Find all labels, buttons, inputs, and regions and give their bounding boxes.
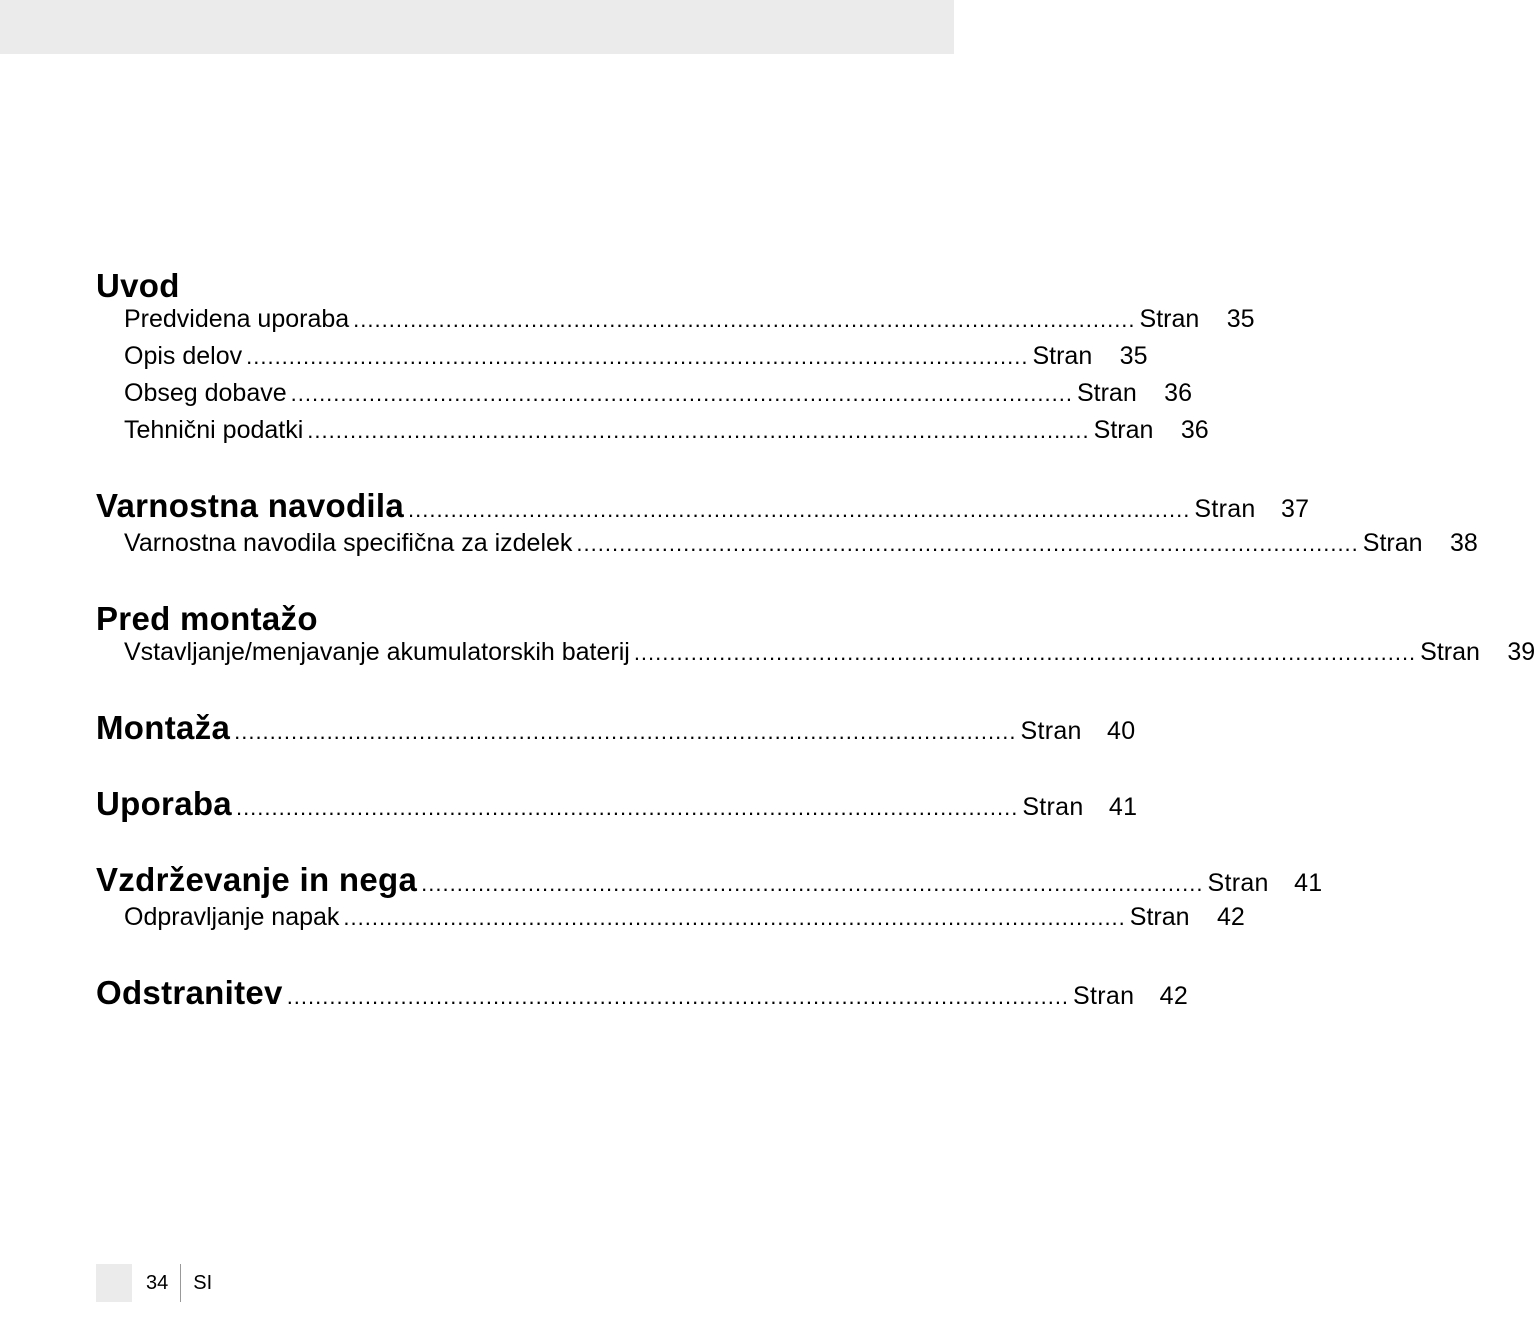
toc-heading: Uvod — [96, 267, 180, 304]
page-number: 40 — [1107, 717, 1136, 745]
toc-section-varnostna-navodila — [96, 487, 1478, 566]
toc-heading: Pred montažo — [96, 600, 318, 637]
page-number: 36 — [1164, 379, 1192, 407]
page-number: 42 — [1216, 903, 1245, 931]
page-footer — [96, 1264, 212, 1302]
footer-divider — [180, 1264, 181, 1302]
page-number: 39 — [1507, 638, 1535, 666]
toc-entry-label: Vstavljanje/menjavanje akumulatorskih baterij — [124, 638, 630, 666]
toc-section-vzdrzevanje-in-nega — [96, 861, 1323, 940]
dot-leader: .............................................................................................................. — [408, 497, 1191, 522]
page-prefix: Stran — [1022, 793, 1084, 821]
toc-entry[interactable] — [96, 529, 1478, 566]
dot-leader: .............................................................................................................. — [633, 640, 1417, 665]
dot-leader: .............................................................................................................. — [307, 418, 1090, 443]
page-prefix: Stran — [1362, 529, 1423, 557]
toc-entry[interactable] — [96, 342, 1148, 379]
toc-entry[interactable] — [96, 638, 1535, 675]
toc-section-pred-montazo — [96, 600, 1535, 675]
toc-heading-row[interactable] — [96, 974, 1189, 1016]
toc-heading-row[interactable] — [96, 267, 858, 305]
toc-entry[interactable] — [96, 903, 1245, 940]
toc-heading-row[interactable] — [96, 709, 1136, 751]
page-prefix: Stran — [1020, 717, 1082, 745]
toc-heading: Varnostna navodila — [96, 487, 404, 524]
dot-leader: .............................................................................................................. — [286, 984, 1070, 1009]
toc-section-montaza — [96, 709, 1136, 751]
page-prefix: Stran — [1093, 416, 1154, 444]
dot-leader: .............................................................................................................. — [290, 381, 1073, 406]
toc-entry-label: Varnostna navodila specifična za izdelek — [124, 529, 573, 557]
dot-leader: .............................................................................................................. — [343, 905, 1126, 930]
table-of-contents — [96, 267, 1535, 1050]
dot-leader: .............................................................................................................. — [353, 307, 1136, 332]
footer-page-number: 34 — [146, 1271, 169, 1294]
toc-heading: Odstranitev — [96, 974, 283, 1011]
page-number: 38 — [1449, 529, 1478, 557]
dot-leader: .............................................................................................................. — [246, 344, 1029, 369]
page-prefix: Stran — [1032, 342, 1093, 370]
toc-entry-label: Opis delov — [124, 342, 243, 370]
page-number: 42 — [1159, 982, 1189, 1010]
page-prefix: Stran — [1420, 638, 1480, 666]
toc-section-uporaba — [96, 785, 1138, 827]
toc-entry[interactable] — [96, 305, 1255, 342]
page-prefix: Stran — [1194, 495, 1256, 523]
toc-section-uvod — [96, 267, 1255, 453]
toc-entry-label: Odpravljanje napak — [124, 903, 340, 931]
toc-entry[interactable] — [96, 416, 1209, 453]
dot-leader: .............................................................................................................. — [576, 531, 1359, 556]
toc-heading-row[interactable] — [96, 785, 1138, 827]
toc-heading-row[interactable] — [96, 861, 1323, 903]
page-number: 35 — [1119, 342, 1148, 370]
toc-heading: Vzdrževanje in nega — [96, 861, 418, 898]
toc-heading-row[interactable] — [96, 487, 1310, 529]
footer-marker — [96, 1264, 132, 1302]
page-prefix: Stran — [1129, 903, 1190, 931]
page-number: 37 — [1280, 495, 1310, 523]
dot-leader: .............................................................................................................. — [235, 795, 1019, 820]
page-number: 41 — [1294, 869, 1323, 897]
dot-leader: .............................................................................................................. — [421, 871, 1204, 896]
page-number: 35 — [1226, 305, 1255, 333]
page-prefix: Stran — [1076, 379, 1137, 407]
footer-language: SI — [193, 1271, 213, 1294]
toc-heading: Uporaba — [96, 785, 232, 822]
top-band — [0, 0, 954, 54]
page-number: 36 — [1180, 416, 1209, 444]
page-prefix: Stran — [1139, 305, 1200, 333]
page-number: 41 — [1108, 793, 1138, 821]
toc-entry-label: Tehnični podatki — [124, 416, 304, 444]
toc-entry-label: Obseg dobave — [124, 379, 287, 407]
page-prefix: Stran — [1073, 982, 1135, 1010]
toc-section-odstranitev — [96, 974, 1189, 1016]
page-prefix: Stran — [1207, 869, 1269, 897]
toc-entry[interactable] — [96, 379, 1192, 416]
dot-leader: .............................................................................................................. — [234, 719, 1017, 744]
toc-heading-row[interactable] — [96, 600, 858, 638]
toc-entry-label: Predvidena uporaba — [124, 305, 350, 333]
toc-heading: Montaža — [96, 709, 231, 746]
